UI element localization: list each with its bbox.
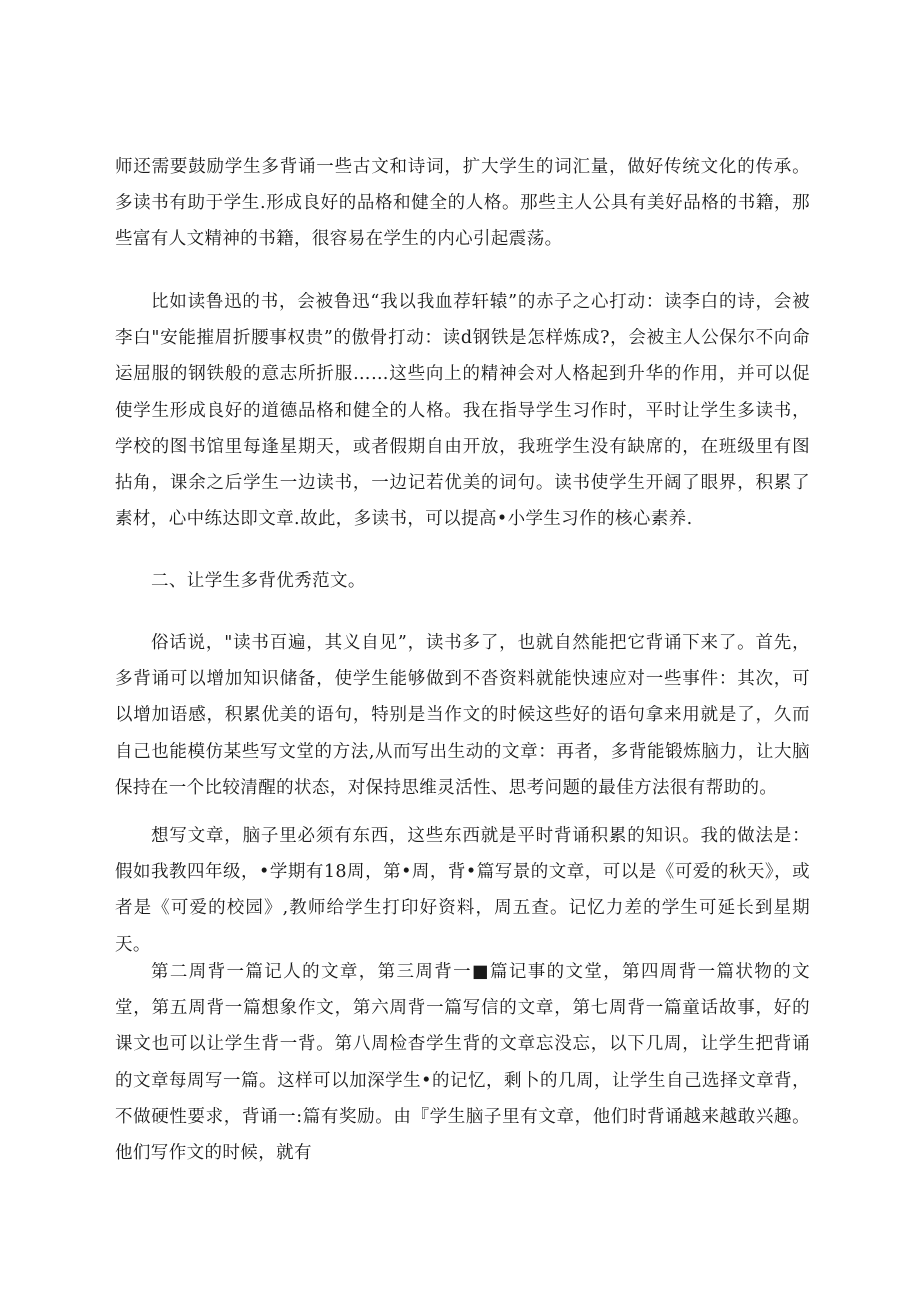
paragraph-reading-examples: 比如读鲁迅的书，会被鲁迅“我以我血荐轩辕”的赤子之心打动：读李白的诗，会被李白"安能摧眉折腰事权贵”的傲骨打动：读d钢铁是怎样炼成?，会被主人公保尔不向命运屈服的钢铁般的意志所折服……这些向上的精神会对人格起到升华的作用，并可以促使学生形成良好的道德品格和健全的人格。我在指导学生习作时，平时让学生多读书，学校的图书馆里每逢星期天，或者假期自由开放，我班学生没有缺席的，在班级里有图拈角，课余之后学生一边读书，一边记若优美的词句。读书使学生开阔了眼界，积累了素材，心中练达即文章.故此，多读书，可以提高•小学生习作的核心素养. <box>115 292 810 530</box>
paragraph-recitation-benefits: 俗话说，"读书百遍，其义自见”，读书多了，也就自然能把它背诵下来了。首先，多背诵可以增加知识储备，使学生能够做到不沓资料就能快速应对一些事件：其次，可以增加语感，积累优美的语句，特别是当作文的时候这些好的语句拿来用就是了，久而自己也能模仿某些写文堂的方法,从而写出生动的文章：再者，多背能锻炼脑力，让大脑保持在一个比较清醒的状态，对保持思维灵活性、思考问题的最佳方法很有帮助的。 <box>115 633 810 798</box>
paragraph-method: 想写文章，脑子里必须有东西，这些东西就是平时背诵积累的知识。我的做法是：假如我教四年级，•学期有18周，第•周，背•篇写景的文章，可以是《可爱的秋天》，或者是《可爱的校园》,教师给学生打印好资料，周五查。记忆力差的学生可延长到星期天。 <box>115 826 810 955</box>
section-heading: 二、让学生多背优秀范文。 <box>151 571 366 591</box>
paragraph-weekly-plan: 第二周背一篇记人的文章，第三周背一■篇记事的文堂，第四周背一篇状物的文堂，第五周背一篇想象作文，第六周背一篇写信的文章，第七周背一篇童话故事，好的课文也可以让学生背一背。第八周检杳学生背的文章忘没忘，以下几周，让学生把背诵的文章每周写一篇。这样可以加深学生•的记忆，剩卜的几周，让学生自己选择文章背，不做硬性要求，背诵一:篇有奖励。由『学生脑子里有文章，他们时背诵越来越敢兴趣。他们写作文的时候，就有 <box>115 962 810 1164</box>
paragraph-continuation: 师还需要鼓励学生多背诵一些古文和诗词，扩大学生的词汇量，做好传统文化的传承。多读书有助于学生.形成良好的品格和健全的人格。那些主人公具有美好品格的书籍，那些富有人文精神的书籍，很容易在学生的内心引起震荡。 <box>115 157 810 250</box>
